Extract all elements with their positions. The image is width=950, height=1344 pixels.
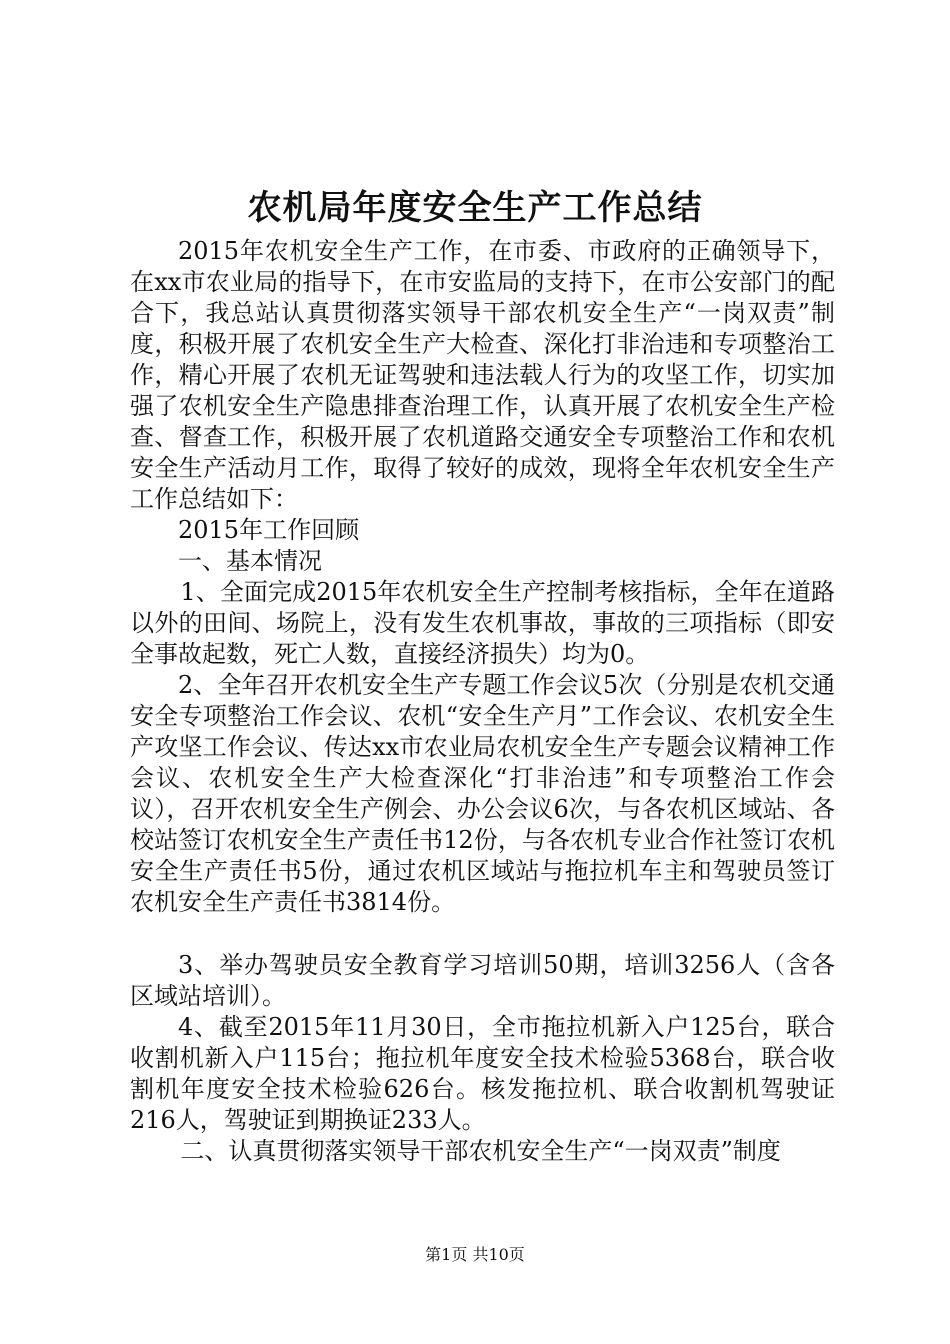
paragraph-item-4: 4、截至2015年11月30日，全市拖拉机新入户125台，联合收割机新入户115台；拖拉机年度安全技术检验5368台，联合收割机年度安全技术检验626台。核发拖拉机、联合收割机驾驶证216人，驾驶证到期换证233人。 [130,1013,835,1134]
paragraph-item-2: 2、全年召开农机安全生产专题工作会议5次（分别是农机交通安全专项整治工作会议、农机“安全生产月”工作会议、农机安全生产攻坚工作会议、传达xx市农业局农机安全生产专题会议精神工作会议、农机安全生产大检查深化“打非治违”和专项整治工作会议），召开农机安全生产例会、办公会议6次，与各农机区域站、各校站签订农机安全生产责任书12份，与各农机专业合作社签订农机安全生产责任书5份，通过农机区域站与拖拉机车主和驾驶员签订农机安全生产责任书3814份。 [130,671,835,916]
document-title: 农机局年度安全生产工作总结 [247,188,703,228]
section-heading-review: 2015年工作回顾 [178,516,360,544]
section-heading-basic: 一、基本情况 [178,547,322,575]
intro-paragraph: 2015年农机安全生产工作，在市委、市政府的正确领导下，在xx市农业局的指导下，在市安监局的支持下，在市公安部门的配合下，我总站认真贯彻落实领导干部农机安全生产“一岗双责”制度，积极开展了农机安全生产大检查、深化打非治违和专项整治工作，精心开展了农机无证驾驶和违法载人行为的攻坚工作，切实加强了农机安全生产隐患排查治理工作，认真开展了农机安全生产检查、督查工作，积极开展了农机道路交通安全专项整治工作和农机安全生产活动月工作，取得了较好的成效，现将全年农机安全生产工作总结如下： [130,237,835,513]
paragraph-item-3: 3、举办驾驶员安全教育学习培训50期，培训3256人（含各区域站培训）。 [130,951,835,1010]
section-heading-two: 二、认真贯彻落实领导干部农机安全生产“一岗双责”制度 [180,1137,781,1165]
page-footer: 第1页 共10页 [425,1245,525,1264]
document-body [130,236,835,1167]
paragraph-item-1: 1、全面完成2015年农机安全生产控制考核指标，全年在道路以外的田间、场院上，没有发生农机事故，事故的三项指标（即安全事故起数，死亡人数，直接经济损失）均为0。 [130,578,835,668]
